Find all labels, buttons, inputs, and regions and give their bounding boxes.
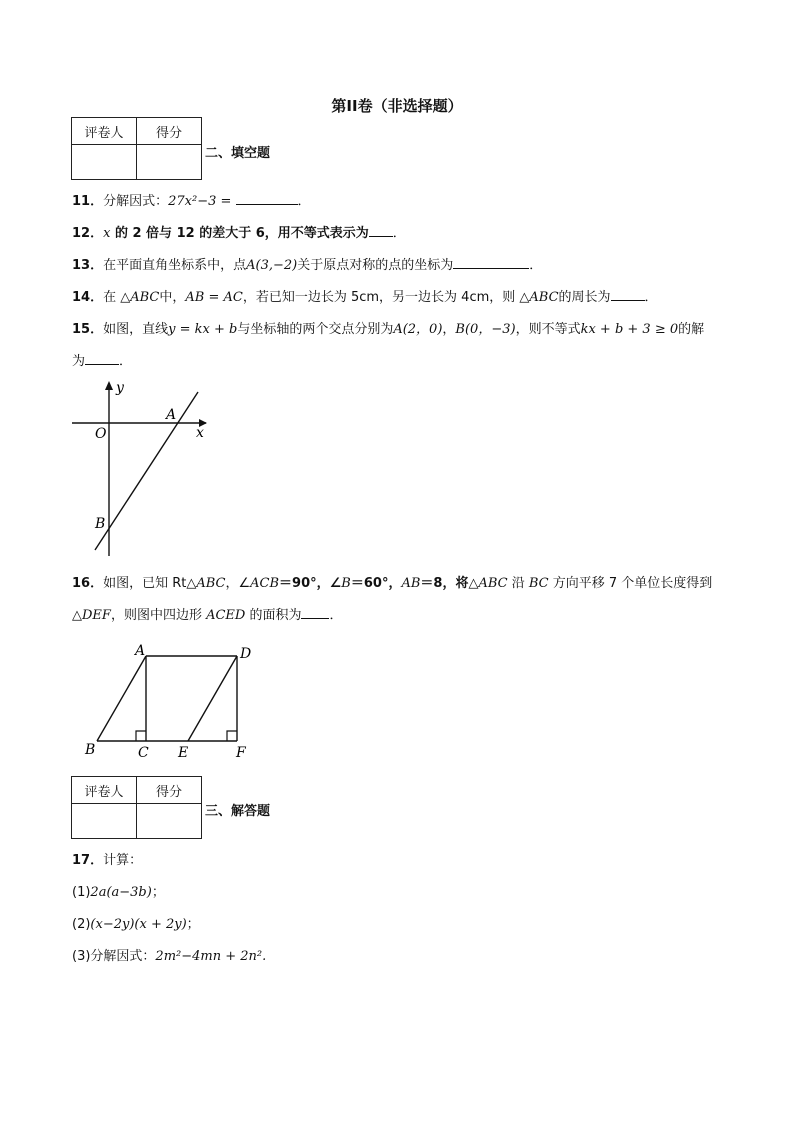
question-end-mark: ． <box>529 258 543 273</box>
score-table-grader-cell <box>72 145 137 180</box>
question-text: 的 2 倍与 12 的差大于 6，用不等式表示为 <box>110 226 369 241</box>
x-axis-label: x <box>196 425 204 441</box>
math-triangle: DEF <box>82 608 111 623</box>
section-heading-answer: 三、解答题 <box>205 804 271 819</box>
segment-ed <box>188 656 237 741</box>
question-text: 的周长为 <box>558 290 611 305</box>
math-expression: 2m²−4mn + 2n². <box>155 949 267 964</box>
question-text: 关于原点对称的点的坐标为 <box>297 258 454 273</box>
score-table <box>71 776 202 839</box>
origin-label: O <box>95 426 107 442</box>
question-number: 13． <box>72 258 104 273</box>
math-angle: B <box>341 576 351 591</box>
question-17-part-2 <box>72 913 200 932</box>
score-table-score-header: 得分 <box>137 777 202 804</box>
question-number: 16． <box>72 576 104 591</box>
score-table <box>71 117 202 180</box>
question-17-part-1 <box>72 881 165 900</box>
question-text: 方向平移 7 个单位长度得到 <box>548 576 713 591</box>
translation-figure <box>80 640 260 765</box>
answer-blank <box>453 256 529 269</box>
question-12 <box>72 222 406 241</box>
answer-blank <box>85 352 119 365</box>
point-d-label: D <box>240 646 252 662</box>
math-point: B(0，−3) <box>455 322 516 337</box>
math-triangle: ABC <box>130 290 160 305</box>
math-line-equation: y = kx + b <box>168 322 238 337</box>
score-table-grader-header: 评卷人 <box>72 777 137 804</box>
question-text: ＝60°， <box>350 576 402 591</box>
y-axis-arrow <box>105 381 113 390</box>
question-number: 17． <box>72 853 104 868</box>
math-segment: BC <box>528 576 549 591</box>
question-text: ＝8，将△ <box>420 576 479 591</box>
question-text: 中， <box>159 290 186 305</box>
page-title: 第II卷（非选择题） <box>331 97 463 115</box>
part-text: (3)分解因式： <box>72 949 156 964</box>
question-15-line-2 <box>72 350 132 369</box>
question-end-mark: ． <box>329 608 343 623</box>
question-text: ，若已知一边长为 5cm，另一边长为 4cm，则 △ <box>242 290 530 305</box>
question-text: 在 △ <box>103 290 131 305</box>
score-table-grader-header: 评卷人 <box>72 118 137 145</box>
question-text: 在平面直角坐标系中，点 <box>103 258 247 273</box>
point-f-label: F <box>236 745 246 761</box>
question-16 <box>72 572 712 591</box>
question-15 <box>72 318 704 337</box>
point-c-label: C <box>138 745 149 761</box>
question-text: 计算： <box>103 853 143 868</box>
question-17-part-3 <box>72 945 266 964</box>
math-equation: AB = AC <box>185 290 243 305</box>
question-text: ，则图中四边形 <box>110 608 207 623</box>
question-number: 15． <box>72 322 104 337</box>
right-angle-c-mark <box>136 731 146 741</box>
score-table-score-cell <box>137 145 202 180</box>
math-expression: 2a(a−3b) <box>90 885 152 900</box>
question-13 <box>72 254 542 273</box>
question-text: ， <box>442 322 456 337</box>
point-b-label: B <box>85 742 96 758</box>
part-number: (2) <box>72 917 91 932</box>
point-a-label: A <box>135 643 146 659</box>
question-end-mark: ． <box>644 290 658 305</box>
question-text: 如图，直线 <box>103 322 169 337</box>
answer-blank <box>611 288 645 301</box>
score-table-score-header: 得分 <box>137 118 202 145</box>
question-end-mark: ． <box>392 226 406 241</box>
answer-blank <box>236 192 298 205</box>
segment-ab <box>97 656 146 741</box>
math-triangle: ABC <box>529 290 559 305</box>
math-angle: ACB <box>250 576 280 591</box>
math-triangle: ABC <box>478 576 508 591</box>
question-end-mark: ； <box>186 917 200 932</box>
answer-blank <box>369 224 393 237</box>
question-text: 的解 <box>678 322 705 337</box>
question-number: 14． <box>72 290 104 305</box>
question-end-mark: ； <box>151 885 165 900</box>
right-angle-f-mark <box>227 731 237 741</box>
question-end-mark: ． <box>297 194 311 209</box>
question-number: 12． <box>72 226 104 241</box>
score-table-grader-cell <box>72 804 137 839</box>
section-heading-fill-blank: 二、填空题 <box>205 146 271 161</box>
question-text: 分解因式： <box>103 194 169 209</box>
score-table-score-cell <box>137 804 202 839</box>
question-number: 11． <box>72 194 104 209</box>
math-expression: 27x²−3 = <box>168 194 232 209</box>
question-16-line-2 <box>72 604 342 623</box>
question-end-mark: ． <box>119 354 133 369</box>
question-text: 为 <box>72 354 86 369</box>
question-text: 的面积为 <box>245 608 302 623</box>
question-text: ，∠ <box>225 576 251 591</box>
point-e-label: E <box>178 745 189 761</box>
line-graph <box>95 392 198 550</box>
question-text: △ <box>72 608 82 623</box>
math-expression: (x−2y)(x + 2y) <box>90 917 187 932</box>
math-segment: AB <box>401 576 421 591</box>
question-text: ＝90°，∠ <box>279 576 342 591</box>
math-variable: x <box>103 226 111 241</box>
question-11 <box>72 190 311 209</box>
question-text: 沿 <box>507 576 529 591</box>
question-text: 与坐标轴的两个交点分别为 <box>237 322 394 337</box>
question-17 <box>72 849 142 868</box>
math-triangle: ABC <box>196 576 226 591</box>
question-14 <box>72 286 658 305</box>
question-text: ，则不等式 <box>515 322 581 337</box>
y-axis-label: y <box>116 380 124 396</box>
math-quadrilateral: ACED <box>206 608 246 623</box>
answer-blank <box>301 606 329 619</box>
math-point: A(2，0) <box>393 322 443 337</box>
question-text: 如图，已知 Rt△ <box>103 576 197 591</box>
math-point: A(3,−2) <box>246 258 298 273</box>
part-number: (1) <box>72 885 91 900</box>
coordinate-figure <box>66 378 216 560</box>
point-a-label: A <box>166 407 177 423</box>
math-inequality: kx + b + 3 ≥ 0 <box>580 322 679 337</box>
point-b-label: B <box>95 516 106 532</box>
